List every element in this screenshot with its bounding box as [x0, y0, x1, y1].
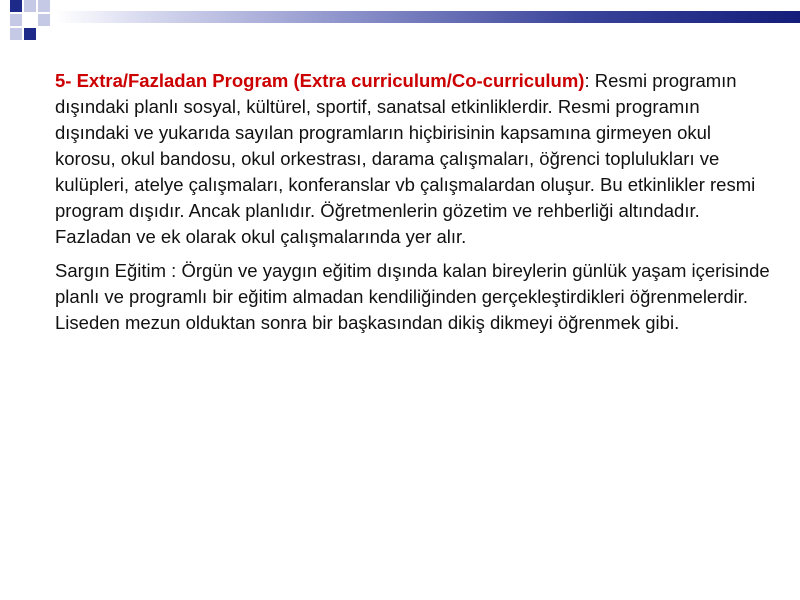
decor-square	[10, 28, 22, 40]
decor-square	[10, 0, 22, 12]
decor-square	[10, 14, 22, 26]
decor-square	[24, 28, 36, 40]
decor-square	[38, 0, 50, 12]
paragraph-sargin-egitim: Sargın Eğitim : Örgün ve yaygın eğitim dışında kalan bireylerin günlük yaşam içerisinde planlı ve programlı bir eğitim almadan kendiliğinden gerçekleştirdikleri öğrenmelerdir. Liseden mezun olduktan sonra bir başkasından dikiş dikmeyi öğrenmek gibi.	[55, 260, 770, 333]
section-heading: 5- Extra/Fazladan Program (Extra curriculum/Co-curriculum)	[55, 70, 585, 91]
header-decoration	[0, 0, 800, 60]
decor-square	[24, 0, 36, 12]
slide-body	[55, 68, 775, 336]
heading-colon: :	[584, 70, 590, 91]
title-gradient-bar	[56, 11, 800, 23]
paragraph-body: Resmi programın dışındaki planlı sosyal, kültürel, sportif, sanatsal etkinliklerdir. Resmi programın dışındaki ve yukarıda sayılan programların hiçbirisinin kapsamına girmeyen okul korosu, okul bandosu, okul orkestrası, darama çalışmaları, öğrenci toplulukları ve kulüpleri, atelye çalışmaları, konferanslar vb çalışmalardan oluşur. Bu etkinlikler resmi program dışıdır. Ancak planlıdır. Öğretmenlerin gözetim ve rehberliği altındadır. Fazladan ve ek olarak okul çalışmalarında yer alır.	[55, 70, 756, 247]
paragraph-extra-curriculum	[55, 68, 775, 250]
decor-square	[38, 14, 50, 26]
